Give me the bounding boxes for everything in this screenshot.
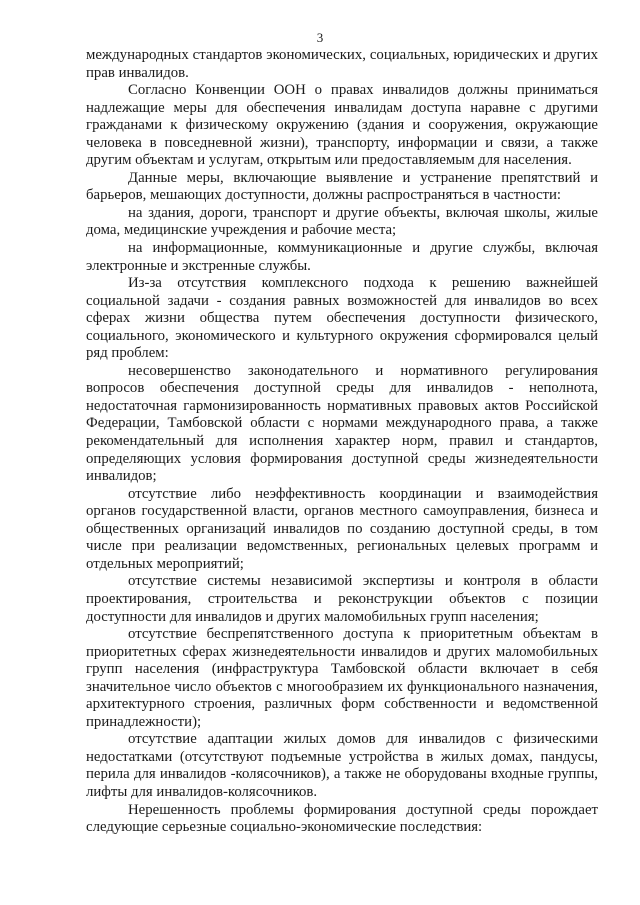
document-body xyxy=(86,47,598,837)
paragraph: международных стандартов экономических, социальных, юридических и других прав инвалидов. xyxy=(86,47,598,81)
paragraph: отсутствие либо неэффективность координации и взаимодействия органов государственной власти, органов местного самоуправления, бизнеса и общественных организаций инвалидов по созданию доступной среды, в том числе при реализации ведомственных, региональных целевых программ и отдельных мероприятий; xyxy=(86,485,598,572)
paragraph: Данные меры, включающие выявление и устранение препятствий и барьеров, мешающих доступности, должны распространяться в частности: xyxy=(86,169,598,204)
paragraph: отсутствие системы независимой экспертизы и контроля в области проектирования, строительства и реконструкции объектов с позиции доступности для инвалидов и других маломобильных групп населения; xyxy=(86,573,598,625)
paragraph: Нерешенность проблемы формирования доступной среды порождает следующие серьезные социально-экономические последствия: xyxy=(86,801,598,836)
paragraph: отсутствие беспрепятственного доступа к приоритетным объектам в приоритетных сферах жизнедеятельности инвалидов и других маломобильных групп населения (инфраструктура Тамбовской области включает в себя значительное число объектов с многообразием их функционального назначения, архитектурного строения, различных форм собственности и ведомственной принадлежности); xyxy=(86,626,598,730)
paragraph: Из-за отсутствия комплексного подхода к решению важнейшей социальной задачи - создания равных возможностей для инвалидов во всех сферах жизни общества путем обеспечения доступности физического, социального, экономического и культурного окружения сформировался целый ряд проблем: xyxy=(86,275,598,362)
page-number: 3 xyxy=(316,30,324,45)
paragraph: Согласно Конвенции ООН о правах инвалидов должны приниматься надлежащие меры для обеспечения инвалидам доступа наравне с другими гражданами к физическому окружению (здания и сооружения, окружающие человека в повседневной жизни), транспорту, информации и связи, а также другим объектам и услугам, открытым или предоставляемым для населения. xyxy=(86,82,598,169)
paragraph: отсутствие адаптации жилых домов для инвалидов с физическими недостатками (отсутствуют подъемные устройства в жилых домах, пандусы, перила для инвалидов -колясочников), а также не оборудованы входные группы, лифты для инвалидов-колясочников. xyxy=(86,731,598,800)
paragraph: несовершенство законодательного и нормативного регулирования вопросов обеспечения доступной среды для инвалидов - неполнота, недостаточная гармонизированность нормативных правовых актов Российской Федерации, Тамбовской области с нормами международного права, а также рекомендательный для исполнения характер норм, правил и стандартов, определяющих условия формирования доступной среды жизнедеятельности инвалидов; xyxy=(86,362,598,485)
paragraph: на информационные, коммуникационные и другие службы, включая электронные и экстренные службы. xyxy=(86,240,598,274)
paragraph: на здания, дороги, транспорт и другие объекты, включая школы, жилые дома, медицинские учреждения и рабочие места; xyxy=(86,204,598,239)
